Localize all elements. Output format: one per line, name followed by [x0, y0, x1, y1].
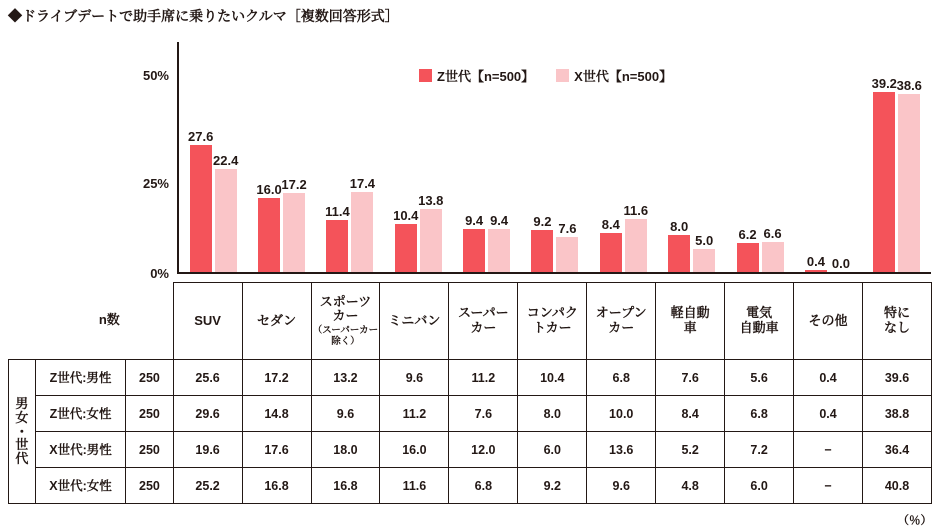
- col-header-ev: [725, 283, 794, 360]
- table-cell: 40.8: [863, 468, 932, 504]
- table-cell: 25.2: [173, 468, 242, 504]
- bar-x-4: [488, 212, 510, 272]
- bar-x-10: [896, 78, 922, 272]
- col-header-sub-line2: 除く）: [331, 335, 360, 347]
- bar-x-7: [693, 233, 715, 272]
- page-title: ◆ドライブデートで助手席に乗りたいクルマ［複数回答形式］: [8, 8, 399, 24]
- bar-pair: [863, 42, 931, 272]
- bar-value-label: 27.6: [188, 129, 214, 145]
- y-axis-tick-0: 0%: [150, 266, 169, 281]
- col-header-sub-line1: （スーパーカー: [312, 324, 379, 336]
- header-spacer-1: [9, 283, 36, 360]
- col-header-label: SUV: [194, 312, 221, 328]
- n-header-cell: n数: [98, 312, 120, 328]
- table-cell: 10.4: [518, 360, 587, 396]
- bar-x-3: [418, 192, 444, 272]
- bar-value-label: 0.4: [806, 254, 825, 269]
- bar-value-label: 11.6: [623, 202, 649, 218]
- bar-value-label: 38.6: [896, 78, 922, 94]
- table-cell: 8.4: [656, 396, 725, 432]
- bar-value-label: 10.4: [393, 208, 419, 224]
- row-n-value: 250: [126, 360, 173, 396]
- col-header-label-line2: なし: [883, 320, 910, 335]
- table-cell: 4.8: [656, 468, 725, 504]
- col-header-none: [863, 283, 932, 360]
- col-header-label-line1: オープン: [595, 305, 647, 321]
- bar-group: [863, 42, 931, 272]
- bar-group: [452, 42, 520, 272]
- bar-group: [179, 42, 247, 272]
- table-row: [9, 432, 932, 468]
- legend-label-z: Z世代【n=500】: [437, 69, 535, 84]
- table-cell: 16.8: [242, 468, 311, 504]
- chart-area: [0, 34, 940, 284]
- data-table-wrap: [8, 282, 932, 504]
- bar-value-label: 7.6: [558, 221, 577, 237]
- row-n-value: 250: [126, 432, 173, 468]
- bar-value-label: 5.0: [695, 233, 714, 248]
- table-cell: 7.6: [449, 396, 518, 432]
- bar-value-label: 6.6: [763, 225, 782, 241]
- col-header-other: [794, 283, 863, 360]
- y-axis-tick-50: 50%: [142, 68, 169, 83]
- table-cell: 6.8: [449, 468, 518, 504]
- bar-z-4: [463, 212, 485, 272]
- bar-pair: [658, 42, 726, 272]
- bar-group: [384, 42, 452, 272]
- col-header-label-line2: カー: [608, 320, 635, 335]
- bar-pair: [247, 42, 315, 272]
- bar-group: [521, 42, 589, 272]
- bar-value-label: 9.4: [465, 212, 484, 228]
- table-cell: 13.6: [587, 432, 656, 468]
- y-axis-tick-25: 25%: [142, 176, 169, 191]
- table-cell: 7.2: [725, 432, 794, 468]
- table-cell: 8.0: [518, 396, 587, 432]
- bar-group: [726, 42, 794, 272]
- col-header-label-line1: 軽自動: [670, 305, 710, 321]
- col-header-supercar: [449, 283, 518, 360]
- col-header-sedan: [242, 283, 311, 360]
- col-header-label-line1: コンパク: [526, 305, 578, 321]
- bar-group: [658, 42, 726, 272]
- bar-z-1: [256, 182, 282, 272]
- table-cell: 9.2: [518, 468, 587, 504]
- col-header-label-line2: カー: [470, 320, 497, 335]
- bar-x-8: [762, 225, 784, 272]
- bar-pair: [384, 42, 452, 272]
- bar-z-9: [805, 254, 827, 272]
- col-header-label-line1: 電気: [746, 305, 773, 321]
- col-header-label: セダン: [256, 312, 297, 328]
- bar-x-6: [623, 202, 649, 272]
- table-cell: 39.6: [863, 360, 932, 396]
- col-header-open: [587, 283, 656, 360]
- bar-group: [247, 42, 315, 272]
- bar-z-8: [737, 227, 759, 272]
- table-cell: 17.2: [242, 360, 311, 396]
- bar-pair: [589, 42, 657, 272]
- row-label: X世代:男性: [35, 432, 126, 468]
- table-cell: 17.6: [242, 432, 311, 468]
- bar-x-0: [213, 152, 239, 272]
- table-body: [9, 360, 932, 504]
- table-row: [9, 360, 932, 396]
- col-header-label-line1: 特に: [883, 305, 910, 321]
- table-cell: 11.2: [449, 360, 518, 396]
- bar-pair: [521, 42, 589, 272]
- table-cell: 0.4: [794, 360, 863, 396]
- table-cell: 9.6: [380, 360, 449, 396]
- bar-value-label: 6.2: [738, 227, 757, 243]
- table-cell: 12.0: [449, 432, 518, 468]
- bar-value-label: 22.4: [213, 152, 239, 168]
- bar-value-label: 13.8: [418, 192, 444, 208]
- col-header-label-line2: 自動車: [739, 320, 779, 335]
- bar-value-label: 0.0: [831, 256, 850, 271]
- col-header-label-line1: スポーツ: [319, 293, 372, 309]
- bar-groups: [179, 42, 931, 272]
- table-cell: 29.6: [173, 396, 242, 432]
- table-cell: 14.8: [242, 396, 311, 432]
- table-cell: 9.6: [587, 468, 656, 504]
- table-header-row: [9, 283, 932, 360]
- table-cell: 6.8: [587, 360, 656, 396]
- row-label: X世代:女性: [35, 468, 126, 504]
- bar-x-5: [556, 221, 578, 272]
- bar-z-10: [871, 75, 897, 272]
- bar-value-label: 9.2: [533, 213, 552, 229]
- table-cell: 10.0: [587, 396, 656, 432]
- table-row: [9, 396, 932, 432]
- col-header-minivan: [380, 283, 449, 360]
- data-table: [8, 282, 932, 504]
- col-header-compact: [518, 283, 587, 360]
- table-cell: 7.6: [656, 360, 725, 396]
- table-cell: 38.8: [863, 396, 932, 432]
- table-cell: −: [794, 432, 863, 468]
- bar-z-3: [393, 208, 419, 272]
- bar-group: [794, 42, 862, 272]
- row-label: Z世代:男性: [35, 360, 126, 396]
- col-header-label-line1: スーパー: [457, 305, 509, 321]
- row-label: Z世代:女性: [35, 396, 126, 432]
- table-cell: 9.6: [311, 396, 380, 432]
- bar-value-label: 8.0: [670, 219, 689, 235]
- row-n-value: 250: [126, 468, 173, 504]
- bar-group: [589, 42, 657, 272]
- bar-z-6: [600, 217, 622, 272]
- table-cell: 18.0: [311, 432, 380, 468]
- bar-pair: [179, 42, 247, 272]
- table-cell: 6.0: [518, 432, 587, 468]
- bar-pair: [794, 42, 862, 272]
- bar-z-2: [325, 203, 350, 272]
- table-cell: 36.4: [863, 432, 932, 468]
- col-header-kei: [656, 283, 725, 360]
- table-cell: 16.0: [380, 432, 449, 468]
- bar-value-label: 39.2: [871, 75, 897, 91]
- bar-value-label: 8.4: [601, 217, 620, 233]
- bar-z-5: [531, 213, 553, 272]
- table-side-label: 男 女 ・ 世 代: [9, 360, 36, 504]
- bar-value-label: 11.4: [325, 203, 350, 219]
- table-cell: 13.2: [311, 360, 380, 396]
- bar-pair: [316, 42, 384, 272]
- bar-value-label: 17.2: [281, 176, 307, 192]
- table-cell: 11.2: [380, 396, 449, 432]
- bar-z-0: [188, 129, 214, 272]
- bar-x-1: [281, 176, 307, 272]
- bar-value-label: 17.4: [349, 175, 376, 191]
- bar-pair: [726, 42, 794, 272]
- row-n-value: 250: [126, 396, 173, 432]
- table-cell: 6.8: [725, 396, 794, 432]
- table-cell: 5.6: [725, 360, 794, 396]
- table-cell: −: [794, 468, 863, 504]
- header-spacer-2: [126, 283, 173, 360]
- unit-note: （％）: [897, 515, 932, 527]
- plot-region: [177, 42, 931, 274]
- bar-pair: [452, 42, 520, 272]
- col-header-label-line2: トカー: [532, 320, 572, 335]
- table-cell: 19.6: [173, 432, 242, 468]
- col-header-label-line2: カー: [332, 308, 359, 324]
- table-cell: 0.4: [794, 396, 863, 432]
- table-cell: 5.2: [656, 432, 725, 468]
- col-header-label-line2: 車: [683, 320, 697, 335]
- table-cell: 25.6: [173, 360, 242, 396]
- col-header-suv: [173, 283, 242, 360]
- legend-label-x: X世代【n=500】: [574, 69, 673, 84]
- table-cell: 16.8: [311, 468, 380, 504]
- col-header-sports: [311, 283, 380, 360]
- table-row: [9, 468, 932, 504]
- bar-x-2: [349, 175, 376, 272]
- bar-value-label: 16.0: [256, 182, 282, 198]
- bar-group: [316, 42, 384, 272]
- table-cell: 11.6: [380, 468, 449, 504]
- col-header-label: その他: [808, 312, 848, 328]
- table-cell: 6.0: [725, 468, 794, 504]
- col-header-label: ミニバン: [388, 312, 441, 328]
- bar-value-label: 9.4: [490, 212, 509, 228]
- bar-z-7: [668, 219, 690, 272]
